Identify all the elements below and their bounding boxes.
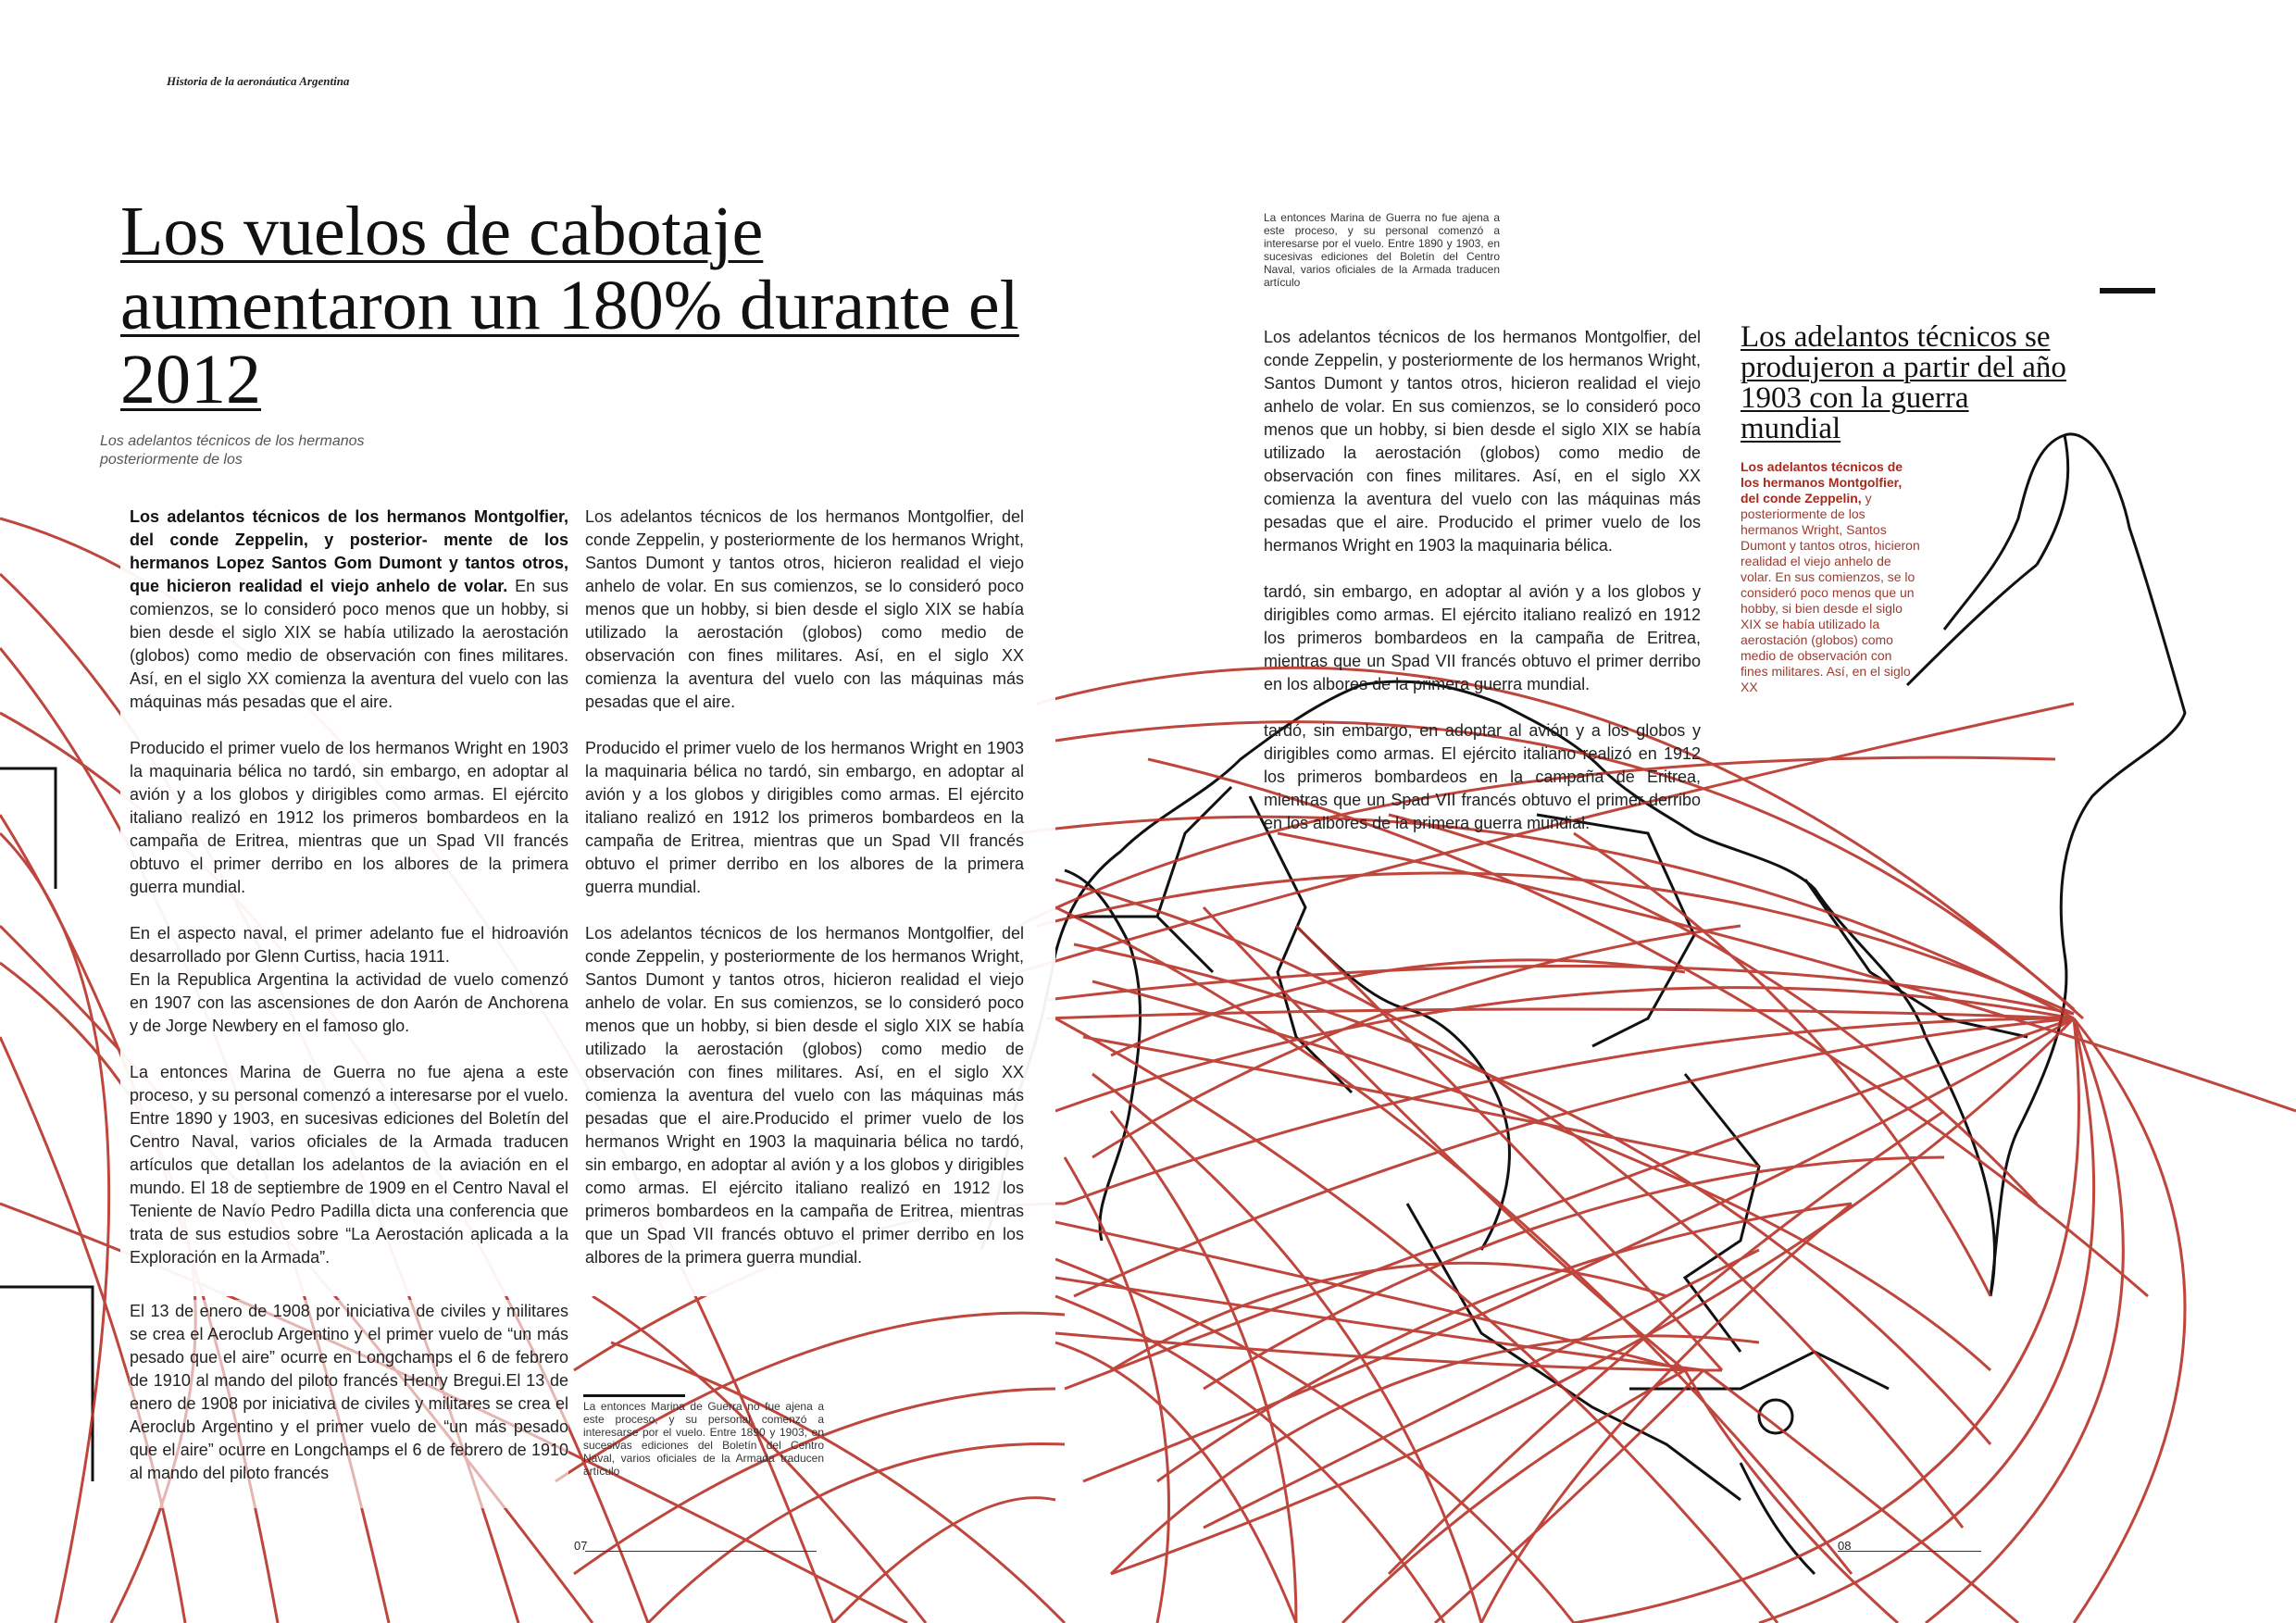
- body-column-1-tail: [130, 1300, 568, 1508]
- page-number-left: 07: [574, 1539, 588, 1553]
- page-number-right: 08: [1838, 1539, 1852, 1553]
- col3-paragraph-2: tardó, sin embargo, en adoptar al avión y a los globos y dirigibles como armas. El ejército italiano realizó en 1912 los primeros bombardeos en la campaña de Eritrea, mientras que un Spad VII francés obtuvo el primer derribo en los albores de la primera guerra mundial.: [1264, 582, 1701, 693]
- footer-rule-left: [585, 1551, 817, 1552]
- col2-paragraph-3: Los adelantos técnicos de los hermanos Montgolfier, del conde Zeppelin, y posteriormente de los hermanos Wright, Santos Dumont y tantos otros, hicieron realidad el viejo anhelo de volar. En sus comienzos, se lo consideró poco menos que un hobby, si bien desde el siglo XIX se había utilizado la aerostación (globos) como medio de observación con fines militares. Así, en el siglo XX comienza la aventura del vuelo con las máquinas más pesadas que el aire.Producido el primer vuelo de los hermanos Wright en 1903 la maquinaria bélica no tardó, sin embargo, en adoptar al avión y a los globos y dirigibles como armas. El ejército italiano realizó en 1912 los primeros bombardeos en la campaña de Eritrea, mientras que un Spad VII francés obtuvo el primer derribo en los albores de la primera guerra mundial.: [585, 924, 1024, 1267]
- footnote-bottom: La entonces Marina de Guerra no fue ajena a este proceso, y su personal comenzó a interesarse por el vuelo. Entre 1890 y 1903, en sucesivas ediciones del Boletín del Centro Naval, varios oficiales de la Armada traducen artículo: [583, 1400, 824, 1478]
- col1-paragraph-1: [130, 506, 568, 714]
- sidebar-text-rest: y posteriormente de los hermanos Wright, Santos Dumont y tantos otros, hicieron realidad el viejo anhelo de volar. En sus comienzos, se lo consideró poco menos que un hobby, si bien desde el siglo XIX se había utilizado la aerostación (globos) como medio de observación con fines militares. Así, en el siglo XX: [1741, 491, 1920, 694]
- col1-paragraph-5: El 13 de enero de 1908 por iniciativa de civiles y militares se crea el Aeroclub Argentino y el primer vuelo de “un más pesado que el aire” ocurre en Longchamps el 6 de febrero de 1910 al mando del piloto francés Henry Bregui.El 13 de enero de 1908 por iniciativa de civiles y militares se crea el Aeroclub Argentino y el primer vuelo de “un más pesado que el aire” ocurre en Longchamps el 6 de febrero de 1910 al mando del piloto francés: [130, 1302, 568, 1482]
- body-column-3: [1264, 326, 1701, 858]
- sidebar-text: [1741, 459, 1921, 695]
- col3-paragraph-1: Los adelantos técnicos de los hermanos Montgolfier, del conde Zeppelin, y posteriormente de los hermanos Wright, Santos Dumont y tantos otros, hicieron realidad el viejo anhelo de volar. En sus comienzos, se lo consideró poco menos que un hobby, si bien desde el siglo XIX se había utilizado la aerostación (globos) como medio de observación con fines militares. Así, en el siglo XX comienza la aventura del vuelo con las máquinas más pesadas que el aire. Producido el primer vuelo de los hermanos Wright en 1903 la maquinaria bélica.: [1264, 328, 1701, 555]
- article-subtitle: Los adelantos técnicos de los hermanos posteriormente de los: [100, 433, 365, 468]
- footer-rule-right: [1838, 1551, 1981, 1552]
- col2-paragraph-2: Producido el primer vuelo de los hermanos Wright en 1903 la maquinaria bélica no tardó, sin embargo, en adoptar al avión y a los globos y dirigibles como armas. El ejército italiano realizó en 1912 los primeros bombardeos en la campaña de Eritrea, mientras que un Spad VII francés obtuvo el primer derribo en los albores de la primera guerra mundial.: [585, 739, 1024, 896]
- col1-paragraph-2: Producido el primer vuelo de los hermanos Wright en 1903 la maquinaria bélica no tardó, sin embargo, en adoptar al avión y a los globos y dirigibles como armas. El ejército italiano realizó en 1912 los primeros bombardeos en la campaña de Eritrea, mientras que un Spad VII francés obtuvo el primer derribo en los albores de la primera guerra mundial.: [130, 739, 568, 896]
- footnote-top: La entonces Marina de Guerra no fue ajena a este proceso, y su personal comenzó a interesarse por el vuelo. Entre 1890 y 1903, en sucesivas ediciones del Boletín del Centro Naval, varios oficiales de la Armada traducen artículo: [1264, 211, 1500, 289]
- body-column-2: [585, 506, 1024, 1292]
- col1-paragraph-4: La entonces Marina de Guerra no fue ajena a este proceso, y su personal comenzó a interesarse por el vuelo. Entre 1890 y 1903, en sucesivas ediciones del Boletín del Centro Naval, varios oficiales de la Armada traducen artículos que detallan los adelantos de la aviación en el mundo. El 18 de septiembre de 1909 en el Centro Naval el Teniente de Navío Pedro Padilla dicta una conferencia que trata de sus estudios sobre “La Aerostación aplicada a la Exploración en la Armada”.: [130, 1063, 568, 1267]
- sidebar-title: Los adelantos técnicos se produjeron a partir del año 1903 con la guerra mundial: [1741, 320, 2066, 445]
- col1-lead-bold: Los adelantos técnicos de los hermanos Montgolfier, del conde Zeppelin, y posterior- mente de los hermanos Lopez Santos Gom Dumont y tantos otros, que hicieron realidad el viejo anhelo de volar.: [130, 507, 568, 595]
- running-title: Historia de la aeronáutica Argentina: [167, 74, 350, 88]
- col1-paragraph-3b: En la Republica Argentina la actividad de vuelo comenzó en 1907 con las ascensiones de don Aarón de Anchorena y de Jorge Newbery en el famoso glo.: [130, 970, 568, 1035]
- body-column-1: [130, 506, 568, 1292]
- col2-paragraph-1: Los adelantos técnicos de los hermanos Montgolfier, del conde Zeppelin, y posteriormente de los hermanos Wright, Santos Dumont y tantos otros, hicieron realidad el viejo anhelo de volar. En sus comienzos, se lo consideró poco menos que un hobby, si bien desde el siglo XIX se había utilizado la aerostación (globos) como medio de observación con fines militares. Así, en el siglo XX comienza la aventura del vuelo con las máquinas más pesadas que el aire.: [585, 507, 1024, 711]
- decorative-dash: [2100, 288, 2155, 293]
- col3-paragraph-3: tardó, sin embargo, en adoptar al avión y a los globos y dirigibles como armas. El ejército italiano realizó en 1912 los primeros bombardeos en la campaña de Eritrea, mientras que un Spad VII francés obtuvo el primer derribo en los albores de la primera guerra mundial.: [1264, 721, 1701, 832]
- col1-lead-rest: En sus comienzos, se lo consideró poco menos que un hobby, si bien desde el siglo XIX se había utilizado la aerostación (globos) como medio de observación con fines militares. Así, en el siglo XX comienza la aventura del vuelo con las máquinas más pesadas que el aire.: [130, 577, 569, 711]
- article-title: Los vuelos de cabotaje aumentaron un 180% durante el 2012: [120, 193, 1019, 418]
- sidebar-text-bold: Los adelantos técnicos de los hermanos Montgolfier, del conde Zeppelin,: [1741, 459, 1903, 506]
- note-rule: [583, 1394, 685, 1397]
- col1-paragraph-3: En el aspecto naval, el primer adelanto fue el hidroavión desarrollado por Glenn Curtiss, hacia 1911.: [130, 924, 568, 966]
